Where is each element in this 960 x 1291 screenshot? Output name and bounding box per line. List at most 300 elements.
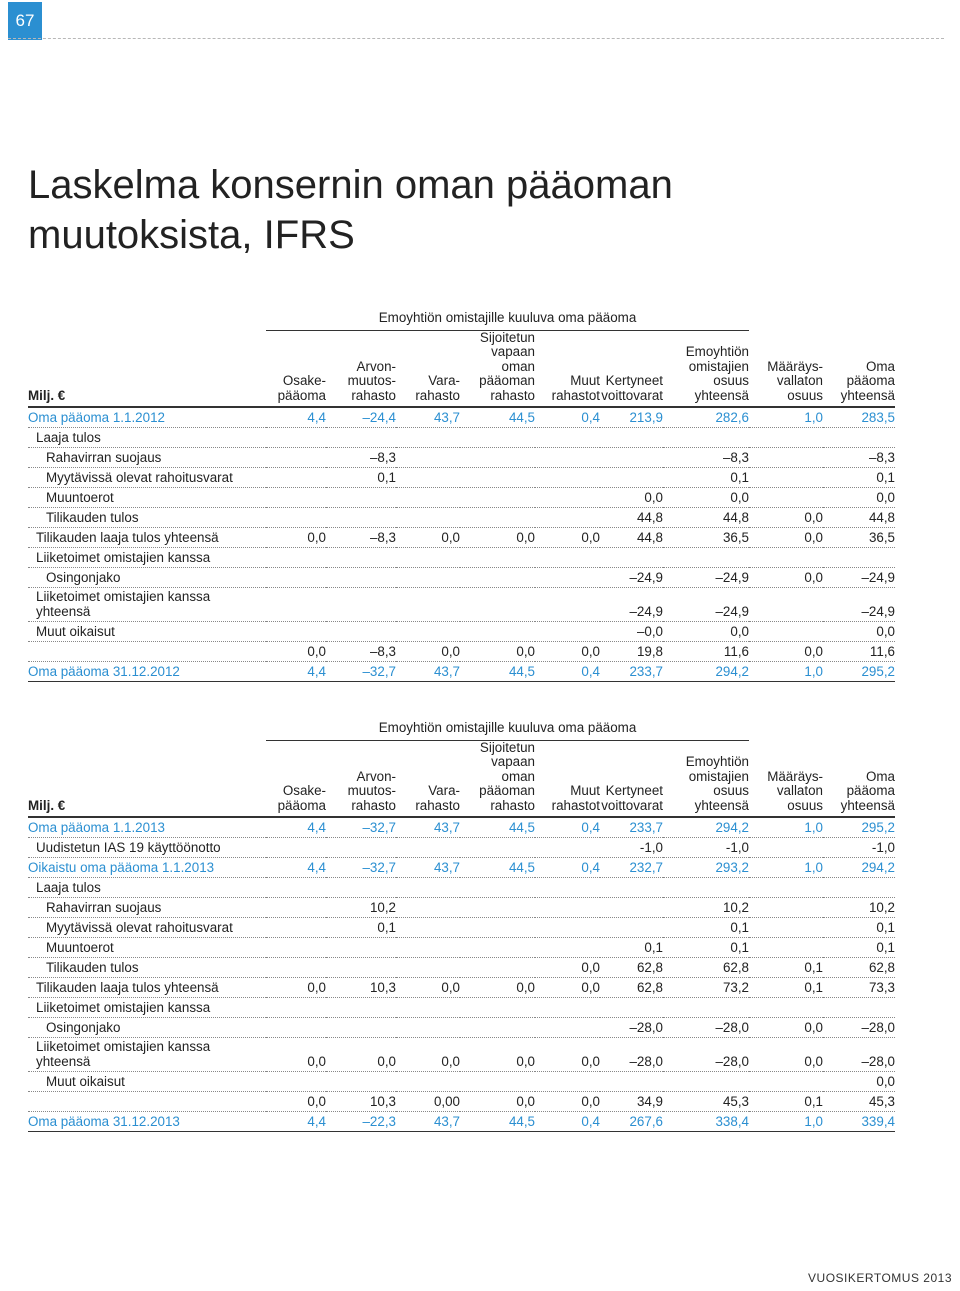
table-cell bbox=[749, 448, 823, 468]
table-cell: –8,3 bbox=[326, 448, 396, 468]
table-cell: 0,1 bbox=[326, 468, 396, 488]
table-cell: –8,3 bbox=[663, 448, 749, 468]
table-cell bbox=[535, 918, 600, 938]
column-header-row bbox=[28, 740, 895, 817]
row-label bbox=[28, 488, 266, 508]
table-row bbox=[28, 548, 895, 568]
row-label-text: Myytävissä olevat rahoitusvarat bbox=[46, 920, 233, 935]
table-cell: 339,4 bbox=[823, 1112, 895, 1132]
table-cell bbox=[535, 588, 600, 622]
column-header-line: yhteensä bbox=[840, 797, 895, 813]
table-cell: 0,0 bbox=[266, 978, 326, 998]
table-cell: 0,1 bbox=[823, 938, 895, 958]
table-cell bbox=[749, 488, 823, 508]
row-label bbox=[28, 568, 266, 588]
table-cell: 0,0 bbox=[460, 978, 535, 998]
table-cell bbox=[535, 938, 600, 958]
table-cell: 0,0 bbox=[266, 528, 326, 548]
table-cell: 0,0 bbox=[535, 1038, 600, 1072]
table-cell bbox=[535, 468, 600, 488]
column-header-line: Muut bbox=[570, 373, 600, 388]
table-cell bbox=[266, 938, 326, 958]
table-cell bbox=[396, 428, 460, 448]
row-label bbox=[28, 1018, 266, 1038]
table-cell bbox=[749, 622, 823, 642]
table-cell: 11,6 bbox=[663, 642, 749, 662]
row-label bbox=[28, 918, 266, 938]
table-cell: 0,0 bbox=[535, 1092, 600, 1112]
table-cell bbox=[600, 428, 663, 448]
table-cell: 44,8 bbox=[600, 528, 663, 548]
column-header bbox=[823, 740, 895, 817]
table-cell: 0,0 bbox=[460, 642, 535, 662]
table-cell: 44,8 bbox=[663, 508, 749, 528]
table-cell: –8,3 bbox=[326, 528, 396, 548]
table-cell bbox=[535, 1072, 600, 1092]
column-header-line: rahasto bbox=[351, 797, 396, 813]
column-header-line: Arvon- bbox=[356, 768, 396, 784]
table-cell: 44,5 bbox=[460, 407, 535, 428]
table-cell bbox=[460, 938, 535, 958]
row-label-text: Uudistetun IAS 19 käyttöönotto bbox=[36, 840, 221, 855]
table-cell bbox=[460, 468, 535, 488]
table-cell: 0,1 bbox=[749, 1092, 823, 1112]
table-cell: –28,0 bbox=[663, 1018, 749, 1038]
table-cell: 10,3 bbox=[326, 978, 396, 998]
table-cell: 43,7 bbox=[396, 1112, 460, 1132]
table-cell bbox=[266, 1072, 326, 1092]
table-cell: 232,7 bbox=[600, 858, 663, 878]
table-row bbox=[28, 588, 895, 622]
table-row bbox=[28, 998, 895, 1018]
table-cell bbox=[396, 878, 460, 898]
row-label-text: Oikaistu oma pääoma 1.1.2013 bbox=[28, 860, 215, 875]
column-header bbox=[460, 330, 535, 407]
table-cell: 0,1 bbox=[749, 958, 823, 978]
table-cell bbox=[266, 568, 326, 588]
column-header-line: yhteensä bbox=[694, 387, 749, 403]
table-cell bbox=[600, 468, 663, 488]
row-label bbox=[28, 1112, 266, 1132]
table-cell bbox=[749, 938, 823, 958]
column-header-line: osuus bbox=[713, 373, 749, 388]
table-cell bbox=[460, 548, 535, 568]
table-cell: –0,0 bbox=[600, 622, 663, 642]
table-cell: 43,7 bbox=[396, 662, 460, 682]
table-cell bbox=[460, 588, 535, 622]
row-label bbox=[28, 642, 266, 662]
table-cell: 36,5 bbox=[823, 528, 895, 548]
table-cell: 4,4 bbox=[266, 1112, 326, 1132]
table-cell bbox=[460, 428, 535, 448]
table-cell bbox=[749, 918, 823, 938]
table-cell bbox=[823, 548, 895, 568]
row-label bbox=[28, 958, 266, 978]
table-cell bbox=[600, 1072, 663, 1092]
table-cell bbox=[535, 448, 600, 468]
table-cell: –28,0 bbox=[663, 1038, 749, 1072]
unit-label: Milj. € bbox=[28, 387, 66, 403]
table-row bbox=[28, 642, 895, 662]
table-cell: 44,8 bbox=[823, 508, 895, 528]
column-header-line: yhteensä bbox=[840, 387, 895, 403]
column-header-line: Vara- bbox=[428, 373, 460, 388]
table-cell: –32,7 bbox=[326, 858, 396, 878]
table-cell bbox=[266, 998, 326, 1018]
column-header-line: omistajien bbox=[688, 768, 749, 784]
table-row bbox=[28, 1092, 895, 1112]
table-cell bbox=[396, 938, 460, 958]
column-header-line: rahasto bbox=[415, 797, 460, 813]
column-header bbox=[460, 740, 535, 817]
table-cell: 0,0 bbox=[396, 978, 460, 998]
table-cell: 294,2 bbox=[823, 858, 895, 878]
table-cell: 10,2 bbox=[326, 898, 396, 918]
table-cell bbox=[326, 878, 396, 898]
table-cell bbox=[396, 488, 460, 508]
table-cell: –24,9 bbox=[823, 588, 895, 622]
table-cell: 62,8 bbox=[823, 958, 895, 978]
table-cell bbox=[326, 588, 396, 622]
column-header-line: vapaan bbox=[491, 754, 535, 769]
row-label-text: Muut oikaisut bbox=[46, 1074, 125, 1089]
table-cell bbox=[535, 1018, 600, 1038]
table-cell: 0,0 bbox=[460, 1038, 535, 1072]
row-label-text: Laaja tulos bbox=[36, 880, 101, 895]
row-label bbox=[28, 407, 266, 428]
table-row bbox=[28, 958, 895, 978]
table-cell: 43,7 bbox=[396, 858, 460, 878]
table-cell bbox=[600, 898, 663, 918]
column-header-line: Emoyhtiön bbox=[685, 344, 749, 359]
table-cell: 267,6 bbox=[600, 1112, 663, 1132]
table-cell: 294,2 bbox=[663, 662, 749, 682]
table-cell: –24,4 bbox=[326, 407, 396, 428]
row-label-text: Muuntoerot bbox=[46, 940, 114, 955]
table-cell: 73,3 bbox=[823, 978, 895, 998]
table-cell: –22,3 bbox=[326, 1112, 396, 1132]
table-cell: 0,0 bbox=[823, 488, 895, 508]
table-cell: 0,0 bbox=[663, 488, 749, 508]
row-label bbox=[28, 468, 266, 488]
column-header bbox=[535, 740, 600, 817]
table-cell: 0,1 bbox=[663, 938, 749, 958]
table-cell: 0,0 bbox=[823, 1072, 895, 1092]
table-cell bbox=[600, 998, 663, 1018]
row-label-text: Muut oikaisut bbox=[36, 624, 115, 639]
table-cell bbox=[326, 568, 396, 588]
row-label-text: Rahavirran suojaus bbox=[46, 450, 162, 465]
table-cell: –24,9 bbox=[663, 568, 749, 588]
table-cell bbox=[535, 488, 600, 508]
table-cell: 44,5 bbox=[460, 662, 535, 682]
column-header bbox=[266, 740, 326, 817]
table-cell bbox=[326, 1018, 396, 1038]
table-cell bbox=[266, 548, 326, 568]
table-row bbox=[28, 448, 895, 468]
row-label bbox=[28, 428, 266, 448]
table-cell bbox=[396, 622, 460, 642]
table-cell bbox=[749, 428, 823, 448]
table-cell bbox=[749, 878, 823, 898]
column-header-line: osuus bbox=[787, 387, 823, 403]
table-cell: 0,0 bbox=[396, 528, 460, 548]
table-cell: 62,8 bbox=[663, 958, 749, 978]
table-cell: 0,4 bbox=[535, 858, 600, 878]
table-cell bbox=[749, 838, 823, 858]
table-cell bbox=[396, 898, 460, 918]
table-cell bbox=[266, 878, 326, 898]
column-header-line: rahastot bbox=[551, 387, 600, 403]
column-header-line: vallaton bbox=[776, 373, 823, 388]
column-header-line: voittovarat bbox=[601, 797, 663, 813]
column-header bbox=[749, 740, 823, 817]
table-cell: –24,9 bbox=[823, 568, 895, 588]
column-header bbox=[396, 740, 460, 817]
table-cell bbox=[396, 918, 460, 938]
table-cell bbox=[266, 838, 326, 858]
table-cell bbox=[326, 958, 396, 978]
table-row bbox=[28, 568, 895, 588]
column-header-line: Osake- bbox=[282, 783, 326, 798]
table-cell: –24,9 bbox=[600, 568, 663, 588]
row-label-text: Tilikauden tulos bbox=[46, 960, 139, 975]
table-cell: 338,4 bbox=[663, 1112, 749, 1132]
table-cell bbox=[460, 918, 535, 938]
row-label bbox=[28, 662, 266, 682]
table-row bbox=[28, 817, 895, 838]
table-cell: 233,7 bbox=[600, 817, 663, 838]
row-label bbox=[28, 528, 266, 548]
row-label-text: Tilikauden laaja tulos yhteensä bbox=[36, 530, 219, 545]
table-cell: 0,0 bbox=[823, 622, 895, 642]
table-cell: 19,8 bbox=[600, 642, 663, 662]
row-label-text: Oma pääoma 31.12.2013 bbox=[28, 1114, 180, 1129]
table-cell: 44,5 bbox=[460, 858, 535, 878]
table-cell: 73,2 bbox=[663, 978, 749, 998]
table-cell: 34,9 bbox=[600, 1092, 663, 1112]
table-cell bbox=[326, 622, 396, 642]
table-cell bbox=[823, 428, 895, 448]
table-cell bbox=[535, 898, 600, 918]
row-label-text: Rahavirran suojaus bbox=[46, 900, 162, 915]
table-cell: 0,1 bbox=[326, 918, 396, 938]
table-cell: -1,0 bbox=[663, 838, 749, 858]
row-label bbox=[28, 838, 266, 858]
table-cell bbox=[396, 998, 460, 1018]
table-cell: 1,0 bbox=[749, 858, 823, 878]
table-cell: -1,0 bbox=[600, 838, 663, 858]
table-cell bbox=[749, 898, 823, 918]
table-cell bbox=[535, 428, 600, 448]
table-cell: –32,7 bbox=[326, 817, 396, 838]
table-row bbox=[28, 662, 895, 682]
table-cell bbox=[396, 508, 460, 528]
table-row bbox=[28, 878, 895, 898]
table-cell bbox=[396, 1018, 460, 1038]
table-cell: 45,3 bbox=[823, 1092, 895, 1112]
group-header-row bbox=[28, 308, 895, 330]
table-cell: 10,2 bbox=[663, 898, 749, 918]
row-label bbox=[28, 448, 266, 468]
table-cell bbox=[460, 838, 535, 858]
column-header bbox=[535, 330, 600, 407]
table-cell bbox=[396, 548, 460, 568]
column-header-line: voittovarat bbox=[601, 387, 663, 403]
equity-table-2013 bbox=[28, 718, 895, 1132]
table-cell: 11,6 bbox=[823, 642, 895, 662]
table-cell: 62,8 bbox=[600, 978, 663, 998]
table-cell: 0,0 bbox=[396, 1038, 460, 1072]
row-label bbox=[28, 998, 266, 1018]
row-label bbox=[28, 508, 266, 528]
row-label-text: Liiketoimet omistajien kanssa bbox=[36, 1039, 211, 1054]
table-cell: 36,5 bbox=[663, 528, 749, 548]
column-header-line: rahasto bbox=[415, 387, 460, 403]
table-cell: 1,0 bbox=[749, 407, 823, 428]
table-row bbox=[28, 407, 895, 428]
column-header-line: Vara- bbox=[428, 783, 460, 798]
table-cell bbox=[749, 548, 823, 568]
table-row bbox=[28, 838, 895, 858]
row-label bbox=[28, 978, 266, 998]
column-header-line: pääoman bbox=[479, 783, 535, 798]
column-header bbox=[749, 330, 823, 407]
table-cell: 0,1 bbox=[663, 468, 749, 488]
row-label-text: Muuntoerot bbox=[46, 490, 114, 505]
column-header-line: Osake- bbox=[282, 373, 326, 388]
row-label bbox=[28, 898, 266, 918]
table-cell: 0,4 bbox=[535, 1112, 600, 1132]
table-cell: 0,0 bbox=[460, 528, 535, 548]
table-cell bbox=[460, 958, 535, 978]
table-cell bbox=[460, 998, 535, 1018]
table-cell: 44,5 bbox=[460, 1112, 535, 1132]
table-cell bbox=[266, 508, 326, 528]
table-row bbox=[28, 1038, 895, 1072]
table-cell bbox=[396, 588, 460, 622]
table-cell: 0,0 bbox=[749, 1038, 823, 1072]
table-cell bbox=[460, 568, 535, 588]
table-row bbox=[28, 918, 895, 938]
table-cell bbox=[326, 938, 396, 958]
table-cell: 0,0 bbox=[663, 622, 749, 642]
table-cell: 0,0 bbox=[749, 528, 823, 548]
column-header-line: pääoma bbox=[846, 373, 895, 388]
row-label bbox=[28, 1072, 266, 1092]
table-cell bbox=[535, 838, 600, 858]
row-label bbox=[28, 548, 266, 568]
column-header-line: rahasto bbox=[490, 387, 535, 403]
table-cell: 0,0 bbox=[266, 642, 326, 662]
table-cell bbox=[326, 428, 396, 448]
table-cell: 4,4 bbox=[266, 858, 326, 878]
column-header-line: Sijoitetun bbox=[479, 329, 535, 345]
column-header-line: pääoma bbox=[277, 387, 326, 403]
column-header-line: Oma bbox=[865, 768, 895, 784]
table-cell bbox=[326, 548, 396, 568]
table-cell bbox=[396, 838, 460, 858]
table-cell: 0,00 bbox=[396, 1092, 460, 1112]
row-label bbox=[28, 817, 266, 838]
table-cell bbox=[749, 998, 823, 1018]
table-cell bbox=[749, 1072, 823, 1092]
table-cell: 0,0 bbox=[266, 1038, 326, 1072]
column-header-line: yhteensä bbox=[694, 797, 749, 813]
table-cell: –28,0 bbox=[600, 1038, 663, 1072]
row-label bbox=[28, 938, 266, 958]
table-cell bbox=[823, 998, 895, 1018]
table-cell bbox=[460, 488, 535, 508]
table-cell: 1,0 bbox=[749, 817, 823, 838]
table-cell bbox=[326, 1072, 396, 1092]
table-cell: 283,5 bbox=[823, 407, 895, 428]
column-header-line: Kertyneet bbox=[605, 373, 663, 388]
page-number: 67 bbox=[15, 11, 35, 30]
column-header-line: pääoma bbox=[277, 797, 326, 813]
row-label-text: Osingonjako bbox=[46, 1020, 121, 1035]
table-cell: 4,4 bbox=[266, 662, 326, 682]
table-cell: 1,0 bbox=[749, 662, 823, 682]
column-header bbox=[600, 330, 663, 407]
column-header bbox=[396, 330, 460, 407]
group-header: Emoyhtiön omistajille kuuluva oma pääoma bbox=[266, 718, 749, 740]
column-header-line: Oma bbox=[865, 358, 895, 374]
table-cell: 0,0 bbox=[749, 1018, 823, 1038]
table-cell bbox=[600, 548, 663, 568]
column-header-line: rahastot bbox=[551, 797, 600, 813]
table-cell: –8,3 bbox=[823, 448, 895, 468]
table-cell: 0,0 bbox=[749, 508, 823, 528]
table-cell: 294,2 bbox=[663, 817, 749, 838]
table-cell: 0,0 bbox=[535, 978, 600, 998]
table-cell: 282,6 bbox=[663, 407, 749, 428]
page-title-line-1: Laskelma konsernin oman pääoman bbox=[28, 163, 673, 207]
row-label-text: Liiketoimet omistajien kanssa bbox=[36, 550, 211, 565]
table-cell: 0,1 bbox=[749, 978, 823, 998]
table-row bbox=[28, 898, 895, 918]
column-header-line: omistajien bbox=[688, 358, 749, 374]
table-cell: –28,0 bbox=[600, 1018, 663, 1038]
column-header bbox=[326, 740, 396, 817]
table-cell: –24,9 bbox=[663, 588, 749, 622]
table-cell: 295,2 bbox=[823, 817, 895, 838]
table-cell: 0,0 bbox=[600, 488, 663, 508]
table-cell bbox=[535, 508, 600, 528]
table-cell bbox=[326, 508, 396, 528]
table-cell: 293,2 bbox=[663, 858, 749, 878]
table-cell: –24,9 bbox=[600, 588, 663, 622]
table-cell: 0,0 bbox=[535, 528, 600, 548]
table-row bbox=[28, 1018, 895, 1038]
table-cell: -1,0 bbox=[823, 838, 895, 858]
table-cell: 62,8 bbox=[600, 958, 663, 978]
group-header: Emoyhtiön omistajille kuuluva oma pääoma bbox=[266, 308, 749, 330]
table-cell bbox=[266, 428, 326, 448]
table-cell bbox=[266, 468, 326, 488]
table-cell bbox=[663, 548, 749, 568]
table-row bbox=[28, 528, 895, 548]
table-cell bbox=[326, 488, 396, 508]
table-cell bbox=[663, 878, 749, 898]
group-header-row bbox=[28, 718, 895, 740]
table-cell: 4,4 bbox=[266, 407, 326, 428]
table-cell bbox=[266, 1018, 326, 1038]
row-label-text-cont: yhteensä bbox=[36, 1053, 91, 1069]
table-cell: 0,1 bbox=[600, 938, 663, 958]
table-cell bbox=[326, 998, 396, 1018]
table-cell: 0,1 bbox=[823, 918, 895, 938]
